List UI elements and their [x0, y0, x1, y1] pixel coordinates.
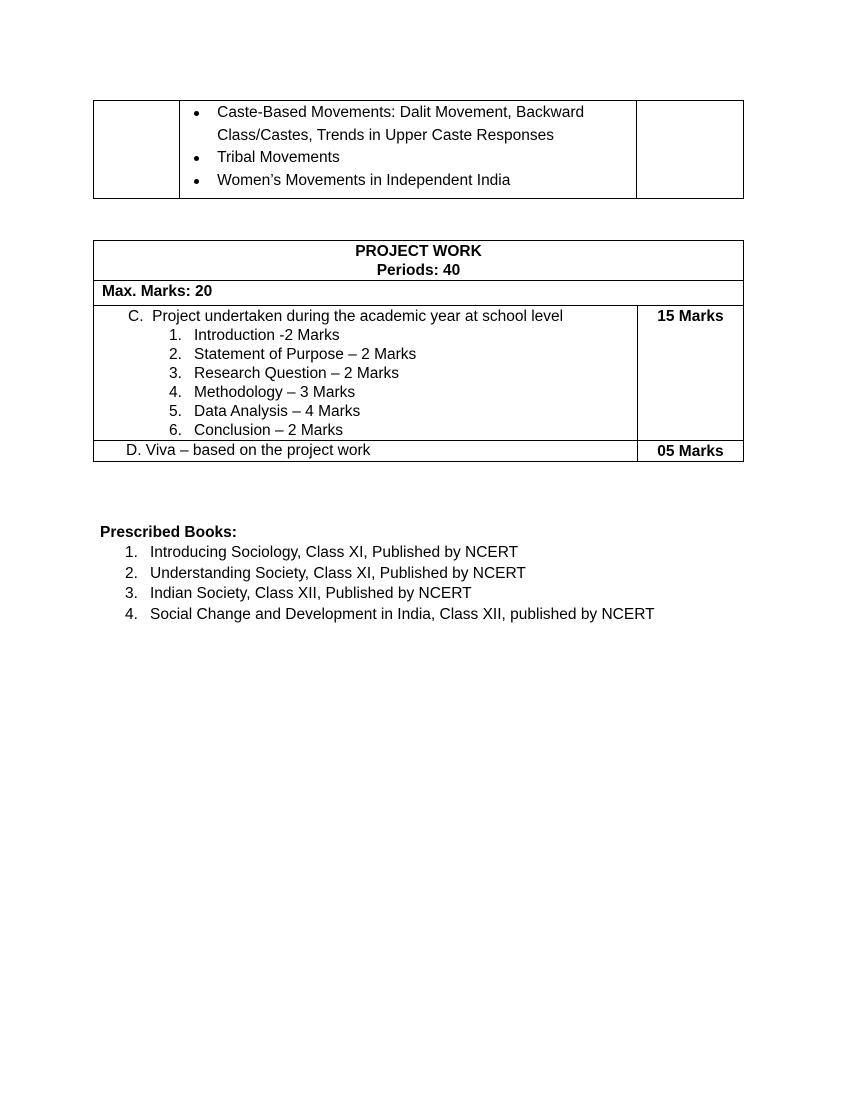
list-item — [94, 421, 637, 440]
list-item — [94, 402, 637, 421]
list-item — [100, 564, 655, 585]
list-text: Statement of Purpose – 2 Marks — [194, 346, 417, 363]
list-number: 4. — [169, 384, 182, 401]
project-work-periods: Periods: 40 — [376, 262, 461, 279]
list-item — [94, 364, 637, 383]
list-item — [94, 383, 637, 402]
movements-table — [93, 100, 744, 199]
item-c-text: Project undertaken during the academic year at school level — [152, 308, 564, 325]
list-text: Data Analysis – 4 Marks — [194, 403, 361, 420]
list-item — [180, 170, 636, 193]
table-row — [94, 281, 744, 306]
list-item — [100, 584, 655, 605]
bullet-text: Caste-Based Movements: Dalit Movement, Backward Class/Castes, Trends in Upper Caste Responses — [217, 104, 585, 144]
item-c-marks: 15 Marks — [637, 306, 743, 441]
list-item — [180, 147, 636, 170]
list-number: 1. — [169, 327, 182, 344]
list-text: Conclusion – 2 Marks — [194, 422, 344, 439]
table-row — [94, 441, 744, 462]
list-text: Methodology – 3 Marks — [194, 384, 356, 401]
book-title: Social Change and Development in India, Class XII, published by NCERT — [150, 605, 655, 623]
project-work-title: PROJECT WORK — [355, 243, 482, 260]
prescribed-books-title: Prescribed Books: — [100, 524, 237, 541]
prescribed-books-section — [100, 522, 655, 625]
list-number: 2. — [169, 346, 182, 363]
bullet-icon — [194, 111, 199, 116]
list-item — [94, 326, 637, 345]
prescribed-books-list — [100, 543, 655, 625]
bullet-text: Tribal Movements — [217, 149, 340, 166]
list-item — [94, 345, 637, 364]
list-number: 3. — [125, 585, 138, 602]
table-row — [94, 241, 744, 281]
item-c-heading — [94, 307, 637, 326]
list-number: 5. — [169, 403, 182, 420]
book-title: Understanding Society, Class XI, Published by NCERT — [150, 564, 526, 582]
bullet-text: Women’s Movements in Independent India — [217, 171, 511, 189]
table-row — [94, 306, 744, 441]
list-number: 4. — [125, 605, 138, 623]
book-title: Introducing Sociology, Class XI, Published by NCERT — [150, 544, 519, 561]
list-item — [100, 543, 655, 564]
empty-cell-right — [636, 101, 743, 199]
list-text: Research Question – 2 Marks — [194, 365, 400, 382]
table-row — [94, 101, 744, 199]
list-item — [100, 605, 655, 626]
empty-cell-left — [94, 101, 180, 199]
max-marks: Max. Marks: 20 — [94, 281, 744, 306]
list-number: 3. — [169, 365, 182, 382]
list-number: 6. — [169, 422, 182, 439]
movements-bullet-list — [180, 101, 636, 192]
project-work-table — [93, 240, 744, 462]
list-number: 1. — [125, 544, 138, 561]
list-text: Introduction -2 Marks — [194, 327, 340, 344]
item-c-sublist — [94, 326, 637, 440]
list-item — [180, 102, 636, 147]
movements-content-cell — [180, 101, 637, 199]
project-work-header — [94, 241, 744, 281]
item-d-text: D. Viva – based on the project work — [94, 441, 638, 462]
item-c-cell — [94, 306, 638, 441]
bullet-icon — [194, 156, 199, 161]
book-title: Indian Society, Class XII, Published by NCERT — [150, 585, 472, 602]
bullet-icon — [194, 179, 199, 184]
list-number: 2. — [125, 564, 138, 582]
item-d-marks: 05 Marks — [637, 441, 743, 462]
item-c-label: C. — [128, 308, 144, 325]
